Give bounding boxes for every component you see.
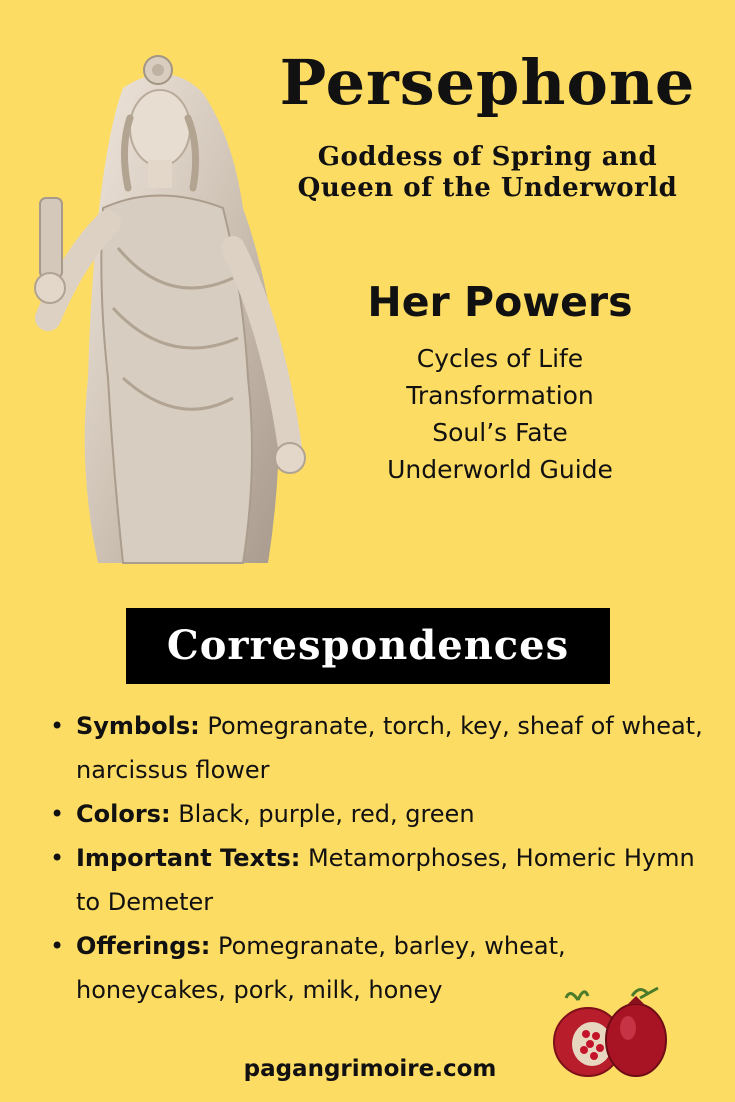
correspondences-list [46,704,716,1012]
item-label: Offerings: [76,932,211,960]
correspondences-heading: Correspondences [126,608,610,684]
footer-site: pagangrimoire.com [243,1056,497,1082]
item-label: Colors: [76,800,171,828]
bullet-icon: • [50,712,65,740]
statue-illustration [28,48,308,568]
power-item: Cycles of Life [416,344,584,373]
correspondence-item-symbols [46,704,716,792]
item-label: Important Texts: [76,844,301,872]
item-text: Metamorphoses, Homeric Hymn to Demeter [76,844,695,916]
bullet-icon: • [50,844,65,872]
item-label: Symbols: [76,712,200,740]
power-item: Transformation [406,381,594,410]
subtitle-line-2: Queen of the Underworld [297,172,678,203]
item-text: Pomegranate, torch, key, sheaf of wheat, narcissus flower [76,712,703,784]
correspondence-item-texts [46,836,716,924]
power-item: Underworld Guide [387,455,613,484]
powers-list [300,340,700,488]
correspondence-item-colors [46,792,716,836]
bullet-icon: • [50,800,65,828]
bullet-icon: • [50,932,65,960]
power-item: Soul’s Fate [432,418,568,447]
subtitle-line-1: Goddess of Spring and [317,142,658,172]
page-subtitle [240,142,735,203]
page-title: Persephone [279,46,696,119]
item-text: Black, purple, red, green [178,800,475,828]
item-text: Pomegranate, barley, wheat, honeycakes, pork, milk, honey [76,932,566,1004]
powers-heading: Her Powers [367,278,633,326]
